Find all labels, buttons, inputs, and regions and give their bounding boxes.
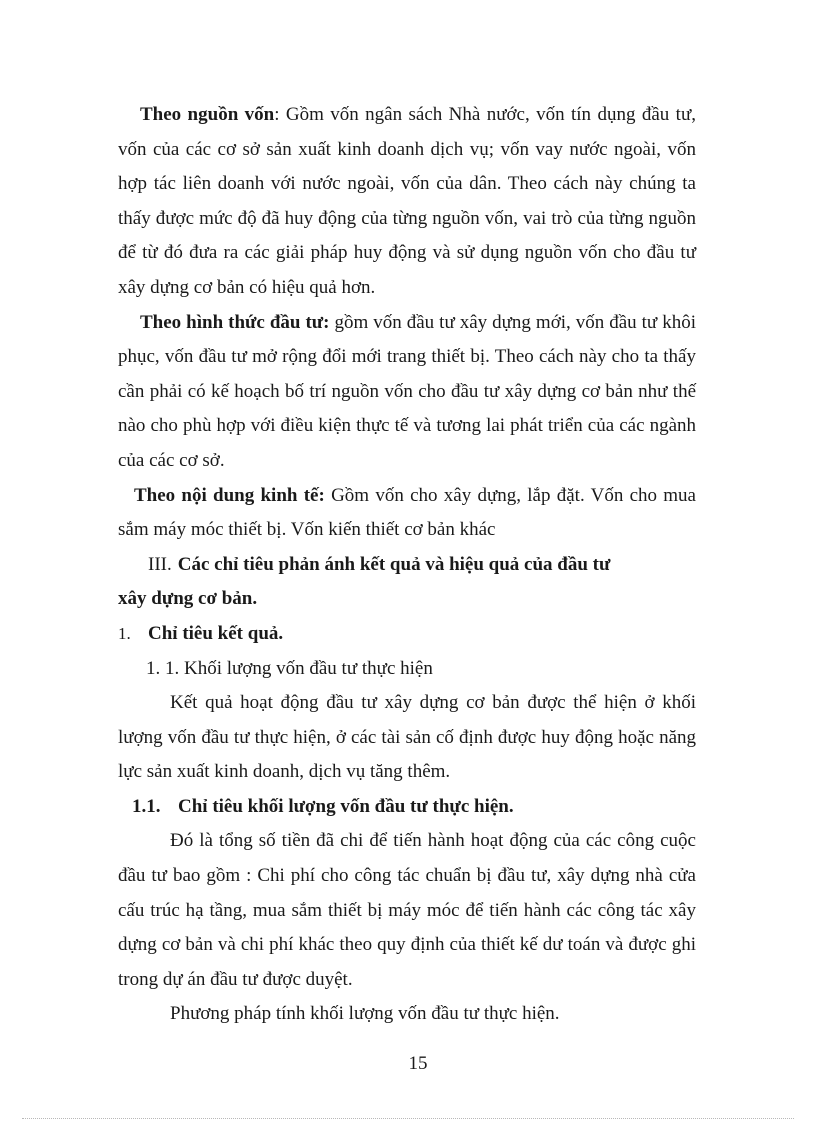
paragraph-text: gồm vốn đầu tư xây dựng mới, vốn đầu tư khôi phục, vốn đầu tư mở rộng đổi mới trang thiết bị. Theo cách này cho ta thấy cần phải có kế hoạch bố trí nguồn vốn cho đầu tư xây dựng cơ bản như thế nào cho phù hợp với điều kiện thực tế và tương lai phát triển của các ngành của các cơ sở. [118, 311, 696, 471]
paragraph-text: Gồm vốn cho xây dựng, lắp đặt. Vốn cho mua sắm máy móc thiết bị. Vốn kiến thiết cơ bản khác [118, 484, 696, 541]
heading-chi-tieu-ket-qua [118, 617, 696, 652]
heading-title: Chỉ tiêu khối lượng vốn đầu tư thực hiện. [178, 795, 514, 817]
paragraph-ket-qua: Kết quả hoạt động đầu tư xây dựng cơ bản được thể hiện ở khối lượng vốn đầu tư thực hiện, ở các tài sản cố định được huy động hoặc năng lực sản xuất kinh doanh, dịch vụ tăng thêm. [118, 692, 696, 783]
page-body [118, 98, 696, 1032]
paragraph-lead: Theo nội dung kinh tế: [134, 484, 325, 506]
section-title-line1: Các chỉ tiêu phản ánh kết quả và hiệu quả của đầu tư [177, 553, 611, 575]
paragraph-lead: Theo nguồn vốn [140, 104, 275, 125]
heading-number: 1.1. [132, 795, 161, 817]
heading-number: 1. [118, 623, 131, 643]
section-heading-continued [118, 582, 696, 617]
heading-title: Chỉ tiêu kết quả. [148, 622, 284, 644]
paragraph-lead: Theo hình thức đầu tư: [140, 311, 330, 333]
page-number: 15 [408, 1053, 428, 1074]
paragraph-phuong-phap: Phương pháp tính khối lượng vốn đầu tư thực hiện. [170, 1003, 560, 1025]
heading-chi-tieu-khoi-luong [118, 790, 696, 825]
section-title-line2: xây dựng cơ bản. [118, 588, 258, 610]
section-heading [118, 548, 696, 583]
paragraph-theo-hinh-thuc [118, 306, 696, 479]
page-border-line [22, 1118, 794, 1119]
subheading-khoi-luong-von: 1. 1. Khối lượng vốn đầu tư thực hiện [146, 657, 433, 679]
section-numeral: III. [148, 553, 172, 575]
paragraph-theo-nguon-von [118, 98, 696, 306]
paragraph-theo-noi-dung [118, 479, 696, 548]
paragraph-tong-so-tien: Đó là tổng số tiền đã chi để tiến hành hoạt động của các công cuộc đầu tư bao gồm : Chi phí cho công tác chuẩn bị đầu tư, xây dựng nhà cửa cấu trúc hạ tầng, mua sắm thiết bị máy móc để tiến hành các công tác xây dựng cơ bản và chi phí khác theo quy định của thiết kế dư toán và được ghi trong dự án đầu tư được duyệt. [118, 830, 696, 990]
paragraph-text: : Gồm vốn ngân sách Nhà nước, vốn tín dụng đầu tư, vốn của các cơ sở sản xuất kinh doanh dịch vụ; vốn vay nước ngoài, vốn hợp tác liên doanh với nước ngoài, vốn của dân. Theo cách này chúng ta thấy được mức độ đã huy động của từng nguồn vốn, vai trò của từng nguồn để từ đó đưa ra các giải pháp huy động và sử dụng nguồn vốn cho đầu tư xây dựng cơ bản có hiệu quả hơn. [118, 104, 696, 298]
